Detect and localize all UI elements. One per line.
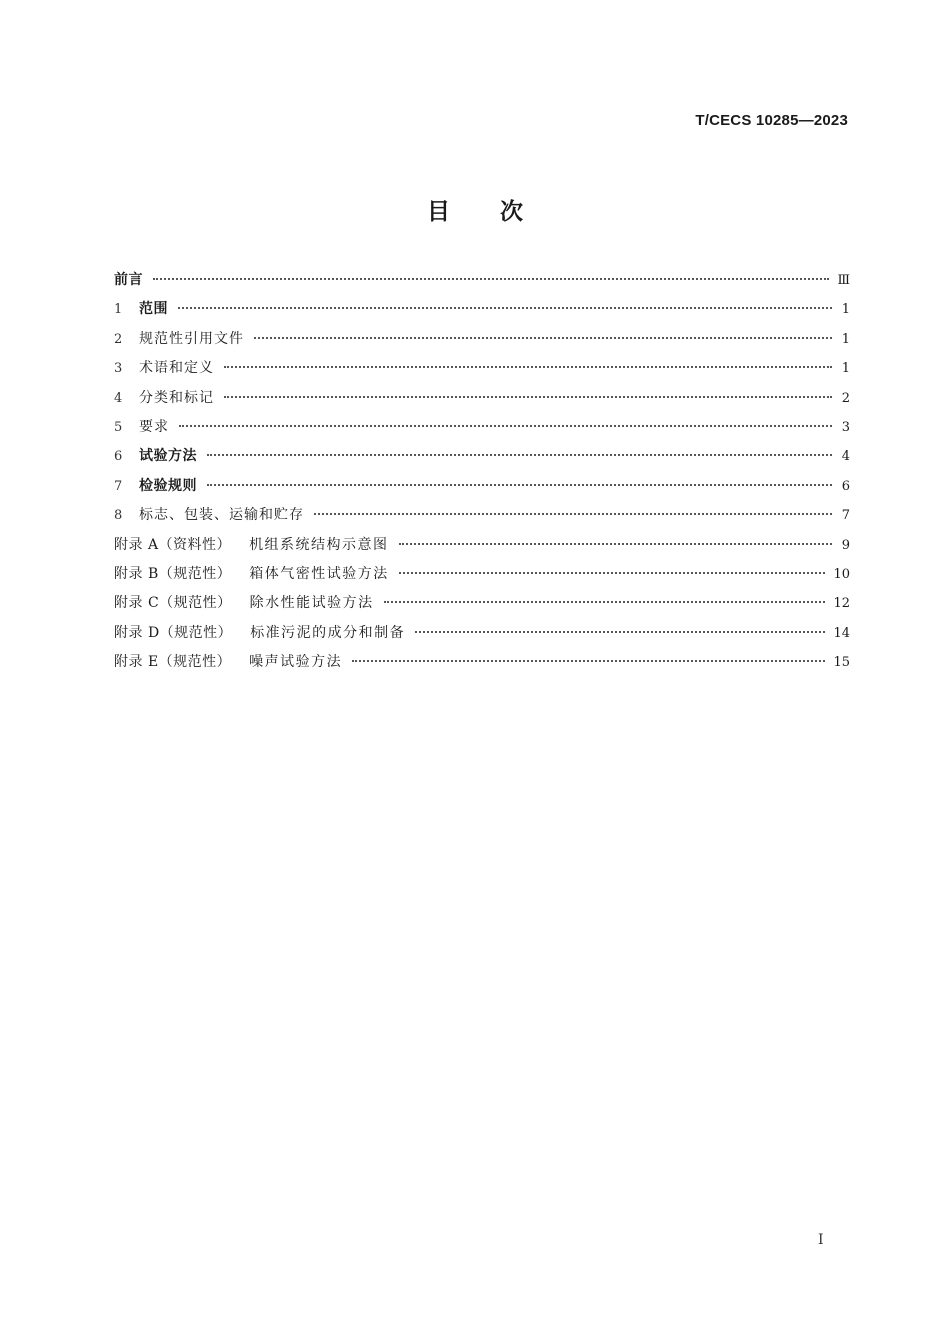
dot-leader [415, 631, 825, 633]
toc-entry-page: 3 [841, 419, 850, 435]
toc-entry-appendix-e[interactable] [114, 651, 850, 680]
appendix-prefix: 附录 B（规范性） [114, 565, 232, 582]
toc-entry-page: 1 [841, 331, 850, 347]
dot-leader [352, 660, 825, 662]
appendix-title: 除水性能试验方法 [249, 595, 374, 612]
toc-entry-appendix-b[interactable] [114, 563, 850, 592]
toc-entry-number: 7 [114, 478, 123, 494]
toc-entry-appendix-a[interactable] [114, 534, 850, 563]
page-number: I [818, 1232, 824, 1248]
toc-entry-label: 范围 [139, 301, 168, 318]
toc-entry-test-methods[interactable] [114, 445, 850, 474]
toc-entry-number: 8 [114, 508, 123, 524]
dot-leader [399, 572, 826, 574]
dot-leader [179, 425, 832, 427]
toc-entry-page: 15 [833, 655, 850, 671]
dot-leader [153, 278, 829, 280]
appendix-title: 噪声试验方法 [249, 654, 343, 671]
dot-leader [399, 543, 832, 545]
toc-entry-number: 6 [114, 449, 123, 465]
appendix-prefix: 附录 E（规范性） [114, 654, 232, 671]
document-code: T/CECS 10285—2023 [695, 112, 848, 129]
appendix-prefix: 附录 D（规范性） [114, 624, 233, 641]
dot-leader [224, 366, 832, 368]
toc-entry-page: Ⅲ [837, 273, 850, 288]
toc-entry-number: 2 [114, 331, 123, 347]
toc-entry-label: 试验方法 [139, 448, 197, 465]
dot-leader [254, 337, 832, 339]
dot-leader [384, 601, 826, 603]
toc-entry-label: 分类和标记 [139, 389, 214, 406]
toc-entry-page: 9 [841, 537, 850, 553]
toc-entry-number: 5 [114, 419, 123, 435]
toc-entry-classification[interactable] [114, 387, 850, 416]
toc-entry-page: 2 [841, 390, 850, 406]
appendix-title: 箱体气密性试验方法 [249, 565, 389, 582]
toc-entry-label: 要求 [139, 418, 169, 435]
appendix-title: 机组系统结构示意图 [249, 536, 389, 553]
toc-entry-number: 4 [114, 390, 123, 406]
toc-entry-number: 3 [114, 361, 123, 377]
toc-entry-page: 10 [833, 566, 850, 582]
toc-entry-page: 14 [833, 625, 850, 641]
table-of-contents [114, 269, 850, 680]
toc-entry-terms[interactable] [114, 357, 850, 386]
toc-entry-scope[interactable] [114, 298, 850, 327]
toc-entry-label: 检验规则 [139, 477, 197, 494]
appendix-prefix: 附录 C（规范性） [114, 595, 232, 612]
toc-entry-normative-references[interactable] [114, 328, 850, 357]
dot-leader [207, 454, 832, 456]
toc-entry-appendix-d[interactable] [114, 622, 850, 651]
toc-entry-page: 4 [841, 449, 850, 465]
dot-leader [314, 513, 832, 515]
toc-entry-label: 规范性引用文件 [139, 330, 244, 347]
toc-entry-page: 12 [833, 596, 850, 612]
toc-entry-appendix-c[interactable] [114, 592, 850, 621]
toc-entry-page: 6 [841, 478, 850, 494]
toc-entry-requirements[interactable] [114, 416, 850, 445]
toc-entry-page: 7 [841, 508, 850, 524]
toc-entry-page: 1 [841, 302, 850, 318]
appendix-prefix: 附录 A（资料性） [114, 536, 232, 553]
dot-leader [207, 484, 832, 486]
toc-entry-number: 1 [114, 302, 123, 318]
appendix-title: 标准污泥的成分和制备 [250, 624, 406, 641]
toc-entry-label: 标志、包装、运输和贮存 [139, 507, 304, 524]
toc-entry-inspection-rules[interactable] [114, 475, 850, 504]
toc-entry-label: 前言 [114, 272, 143, 288]
toc-entry-page: 1 [841, 361, 850, 377]
page-title: 目次 [427, 199, 573, 225]
dot-leader [178, 307, 832, 309]
dot-leader [224, 396, 832, 398]
toc-entry-foreword[interactable] [114, 269, 850, 298]
toc-entry-label: 术语和定义 [139, 360, 214, 377]
toc-entry-marking-packaging[interactable] [114, 504, 850, 533]
